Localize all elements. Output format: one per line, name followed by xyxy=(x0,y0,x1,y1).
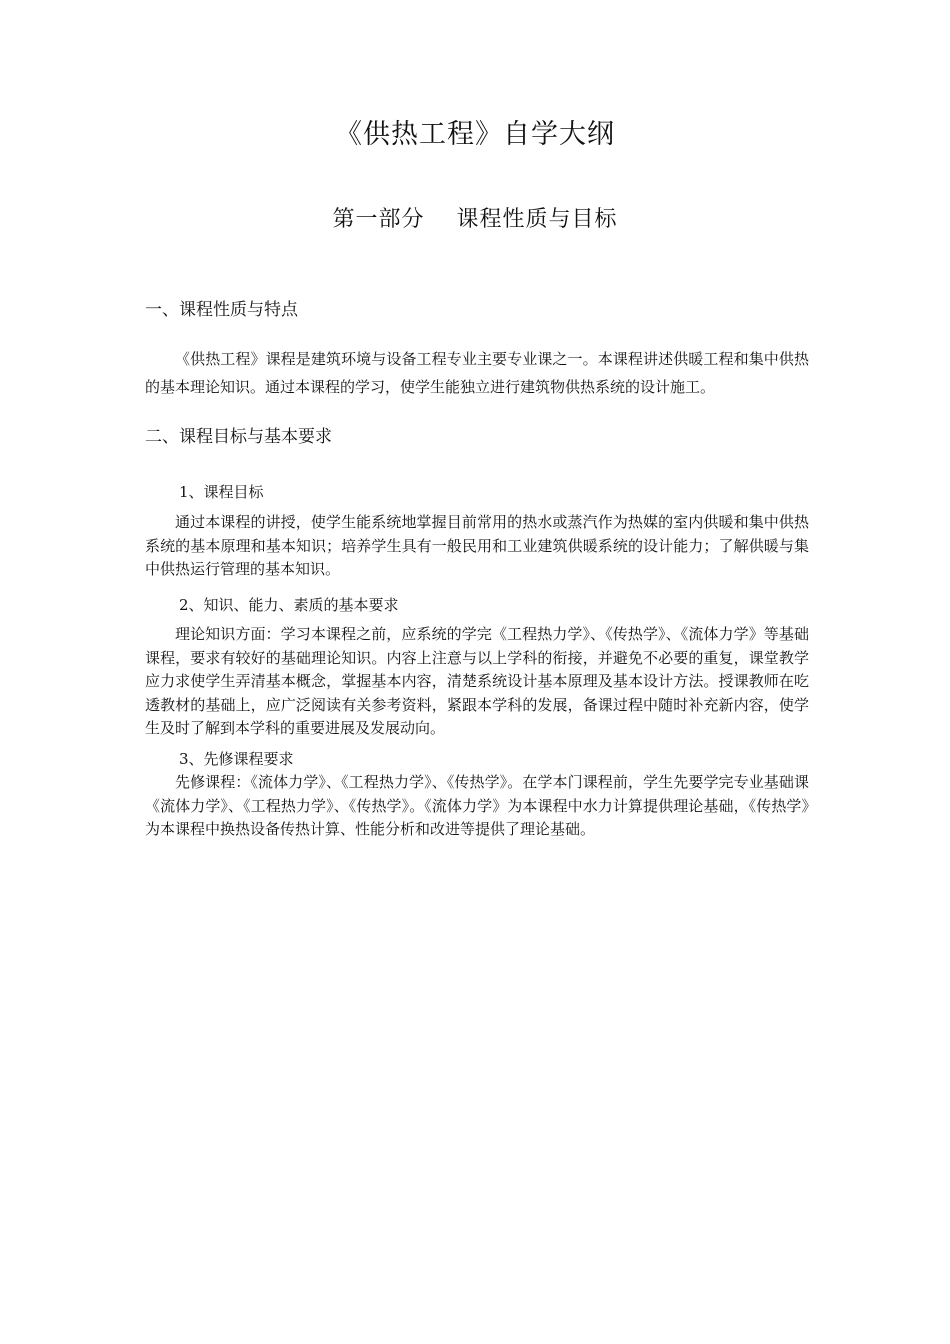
section-paragraph-nature: 《供热工程》课程是建筑环境与设备工程专业主要专业课之一。本课程讲述供暖工程和集中供热的基本理论知识。通过本课程的学习，使学生能独立进行建筑物供热系统的设计施工。 xyxy=(145,350,809,396)
subheading-course-goal: 1、课程目标 xyxy=(179,483,264,501)
subheading-prerequisites: 3、先修课程要求 xyxy=(179,750,294,768)
subheading-basic-requirements: 2、知识、能力、素质的基本要求 xyxy=(179,596,399,614)
paragraph-course-goal: 通过本课程的讲授，使学生能系统地掌握目前常用的热水或蒸汽作为热媒的室内供暖和集中供热系统的基本原理和基本知识；培养学生具有一般民用和工业建筑供暖系统的设计能力；了解供暖与集中供热运行管理的基本知识。 xyxy=(145,513,809,578)
paragraph-basic-requirements: 理论知识方面：学习本课程之前，应系统的学完《工程热力学》、《传热学》、《流体力学》等基础课程，要求有较好的基础理论知识。内容上注意与以上学科的衔接，并避免不必要的重复，课堂教学应力求使学生弄清基本概念，掌握基本内容，清楚系统设计基本原理及基本设计方法。授课教师在吃透教材的基础上，应广泛阅读有关参考资料，紧跟本学科的发展，备课过程中随时补充新内容，使学生及时了解到本学科的重要进展及发展动向。 xyxy=(145,625,809,737)
document-title: 《供热工程》自学大纲 xyxy=(335,119,615,150)
paragraph-prerequisites: 先修课程：《流体力学》、《工程热力学》、《传热学》。在学本门课程前，学生先要学完专业基础课《流体力学》、《工程热力学》、《传热学》。《流体力学》为本课程中水力计算提供理论基础，《传热学》为本课程中换热设备传热计算、性能分析和改进等提供了理论基础。 xyxy=(145,773,809,838)
section-heading-objectives: 二、课程目标与基本要求 xyxy=(145,427,332,447)
section-heading-nature: 一、课程性质与特点 xyxy=(145,300,298,320)
part-title: 第一部分 课程性质与目标 xyxy=(332,207,618,232)
